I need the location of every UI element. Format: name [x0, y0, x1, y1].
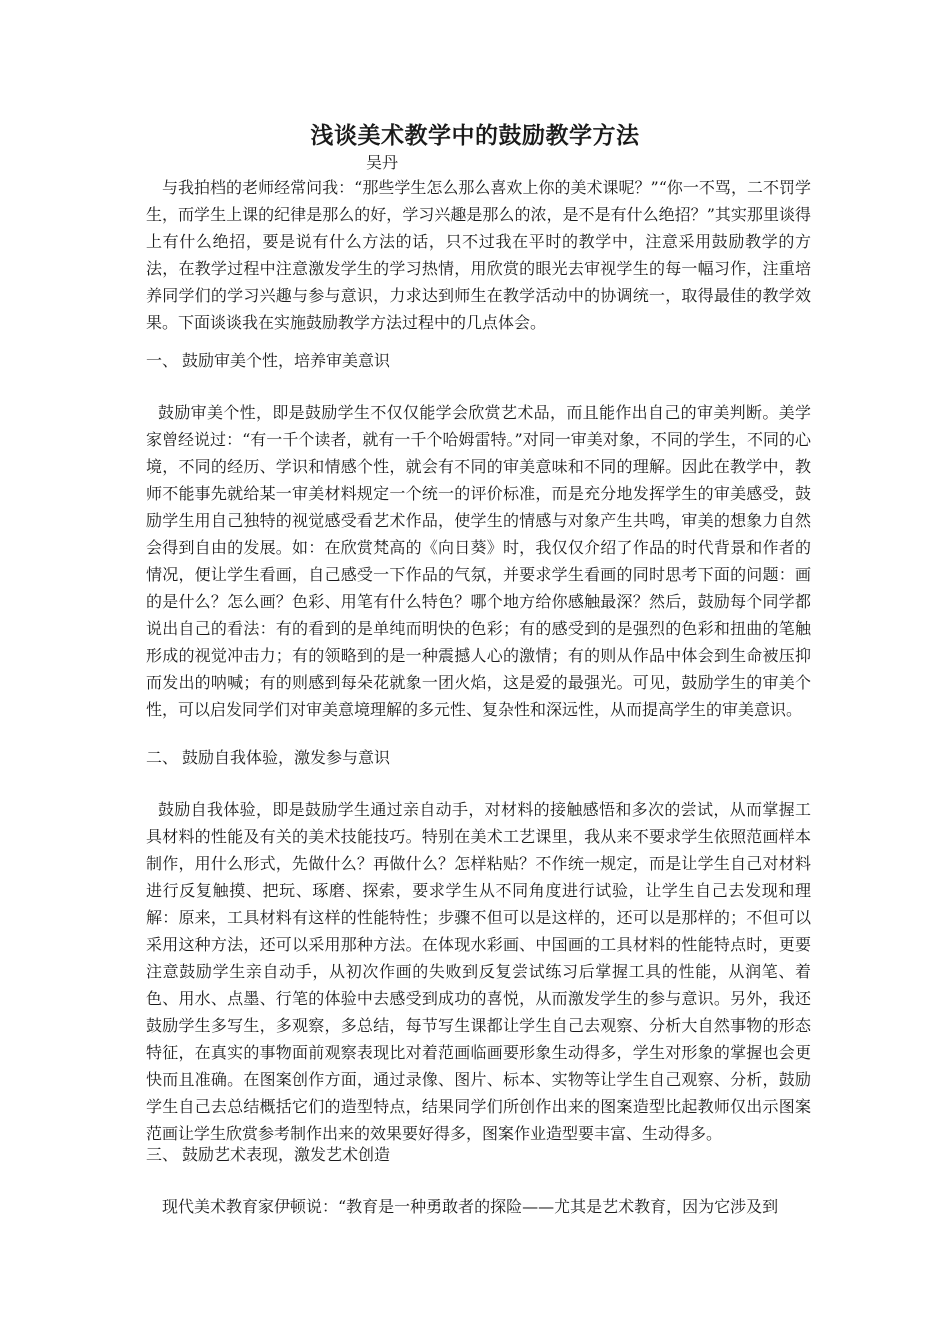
document-author: 吴丹	[366, 153, 399, 172]
section-number: 一、	[146, 351, 179, 370]
section-heading-text: 鼓励审美个性，培养审美意识	[182, 351, 391, 370]
document-title: 浅谈美术教学中的鼓励教学方法	[310, 122, 640, 149]
section-body-3: 现代美术教育家伊顿说：“教育是一种勇敢者的探险——尤其是艺术教育，因为它涉及到	[162, 1197, 779, 1216]
section-number: 三、	[146, 1145, 179, 1164]
section-number: 二、	[146, 748, 179, 767]
section-heading-text: 鼓励艺术表现，激发艺术创造	[182, 1145, 391, 1164]
section-heading-2	[146, 747, 390, 769]
section-body-2: 鼓励自我体验，即是鼓励学生通过亲自动手，对材料的接触感悟和多次的尝试，从而掌握工具材料的性能及有关的美术技能技巧。特别在美术工艺课里，我从来不要求学生依照范画样本制作，用什么形式，先做什么？再做什么？怎样粘贴？不作统一规定，而是让学生自己对材料进行反复触摸、把玩、琢磨、探索，要求学生从不同角度进行试验，让学生自己去发现和理解：原来，工具材料有这样的性能特性；步骤不但可以是这样的，还可以是那样的；不但可以采用这种方法，还可以采用那种方法。在体现水彩画、中国画的工具材料的性能特点时，更要注意鼓励学生亲自动手，从初次作画的失败到反复尝试练习后掌握工具的性能，从润笔、着色、用水、点墨、行笔的体验中去感受到成功的喜悦，从而激发学生的参与意识。另外，我还鼓励学生多写生，多观察，多总结，每节写生课都让学生自己去观察、分析大自然事物的形态特征，在真实的事物面前观察表现比对着范画临画要形象生动得多，学生对形象的掌握也会更快而且准确。在图案创作方面，通过录像、图片、标本、实物等让学生自己观察、分析，鼓励学生自己去总结概括它们的造型特点，结果同学们所创作出来的图案造型比起教师仅出示图案范画让学生欣赏参考制作出来的效果要好得多，图案作业造型要丰富、生动得多。	[146, 800, 811, 1143]
section-heading-text: 鼓励自我体验，激发参与意识	[182, 748, 391, 767]
section-heading-3	[146, 1144, 390, 1166]
section-body-1: 鼓励审美个性，即是鼓励学生不仅仅能学会欣赏艺术品，而且能作出自己的审美判断。美学家曾经说过：“有一千个读者，就有一千个哈姆雷特。”对同一审美对象，不同的学生，不同的心境，不同的经历、学识和情感个性，就会有不同的审美意味和不同的理解。因此在教学中，教师不能事先就给某一审美材料规定一个统一的评价标准，而是充分地发挥学生的审美感受，鼓励学生用自己独特的视觉感受看艺术作品，使学生的情感与对象产生共鸣，审美的想象力自然会得到自由的发展。如：在欣赏梵高的《向日葵》时，我仅仅介绍了作品的时代背景和作者的情况，便让学生看画，自己感受一下作品的气氛，并要求学生看画的同时思考下面的问题：画的是什么？怎么画？色彩、用笔有什么特色？哪个地方给你感触最深？然后，鼓励每个同学都说出自己的看法：有的看到的是单纯而明快的色彩；有的感受到的是强烈的色彩和扭曲的笔触形成的视觉冲击力；有的领略到的是一种震撼人心的激情；有的则从作品中体会到生命被压抑而发出的呐喊；有的则感到每朵花就象一团火焰，这是爱的最强光。可见，鼓励学生的审美个性，可以启发同学们对审美意境理解的多元性、复杂性和深远性，从而提高学生的审美意识。	[146, 403, 811, 719]
intro-paragraph: 与我拍档的老师经常问我：“那些学生怎么那么喜欢上你的美术课呢？”“你一不骂，二不罚学生，而学生上课的纪律是那么的好，学习兴趣是那么的浓，是不是有什么绝招？”其实那里谈得上有什么绝招，要是说有什么方法的话，只不过我在平时的教学中，注意采用鼓励教学的方法，在教学过程中注意激发学生的学习热情，用欣赏的眼光去审视学生的每一幅习作，注重培养同学们的学习兴趣与参与意识，力求达到师生在教学活动中的协调统一，取得最佳的教学效果。下面谈谈我在实施鼓励教学方法过程中的几点体会。	[146, 178, 811, 332]
section-heading-1	[146, 350, 390, 372]
